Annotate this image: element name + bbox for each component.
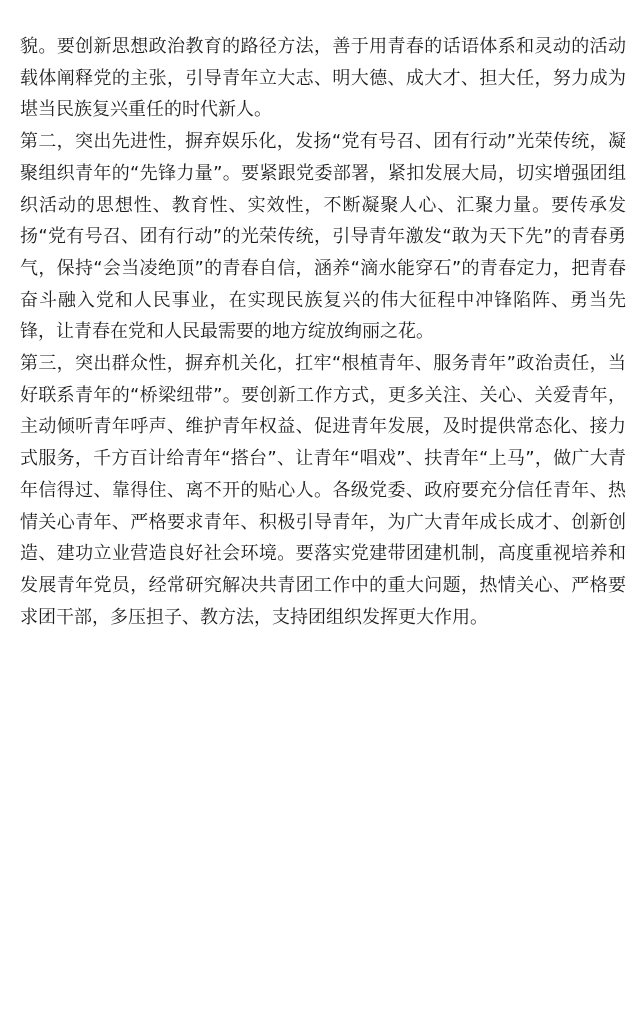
paragraph-second-point: 第二，突出先进性，摒弃娱乐化，发扬“党有号召、团有行动”光荣传统，凝聚组织青年的“先锋力量”。要紧跟党委部署，紧扣发展大局，切实增强团组织活动的思想性、教育性、实效性，不断凝聚人心、汇聚力量。要传承发扬“党有号召、团有行动”的光荣传统，引导青年激发“敢为天下先”的青春勇气，保持“会当凌绝顶”的青春自信，涵养“滴水能穿石”的青春定力，把青春奋斗融入党和人民事业，在实现民族复兴的伟大征程中冲锋陷阵、勇当先锋，让青春在党和人民最需要的地方绽放绚丽之花。 bbox=[20, 131, 626, 343]
article-body bbox=[20, 31, 626, 633]
paragraph-continuation: 貌。要创新思想政治教育的路径方法，善于用青春的话语体系和灵动的活动载体阐释党的主张，引导青年立大志、明大德、成大才、担大任，努力成为堪当民族复兴重任的时代新人。 bbox=[20, 36, 626, 121]
paragraph-third-point: 第三，突出群众性，摒弃机关化，扛牢“根植青年、服务青年”政治责任，当好联系青年的“桥梁纽带”。要创新工作方式，更多关注、关心、关爱青年，主动倾听青年呼声、维护青年权益、促进青年发展，及时提供常态化、接力式服务，千方百计给青年“搭台”、让青年“唱戏”、扶青年“上马”，做广大青年信得过、靠得住、离不开的贴心人。各级党委、政府要充分信任青年、热情关心青年、严格要求青年、积极引导青年，为广大青年成长成才、创新创造、建功立业营造良好社会环境。要落实党建带团建机制，高度重视培养和发展青年党员，经常研究解决共青团工作中的重大问题，热情关心、严格要求团干部，多压担子、教方法，支持团组织发挥更大作用。 bbox=[20, 353, 626, 628]
